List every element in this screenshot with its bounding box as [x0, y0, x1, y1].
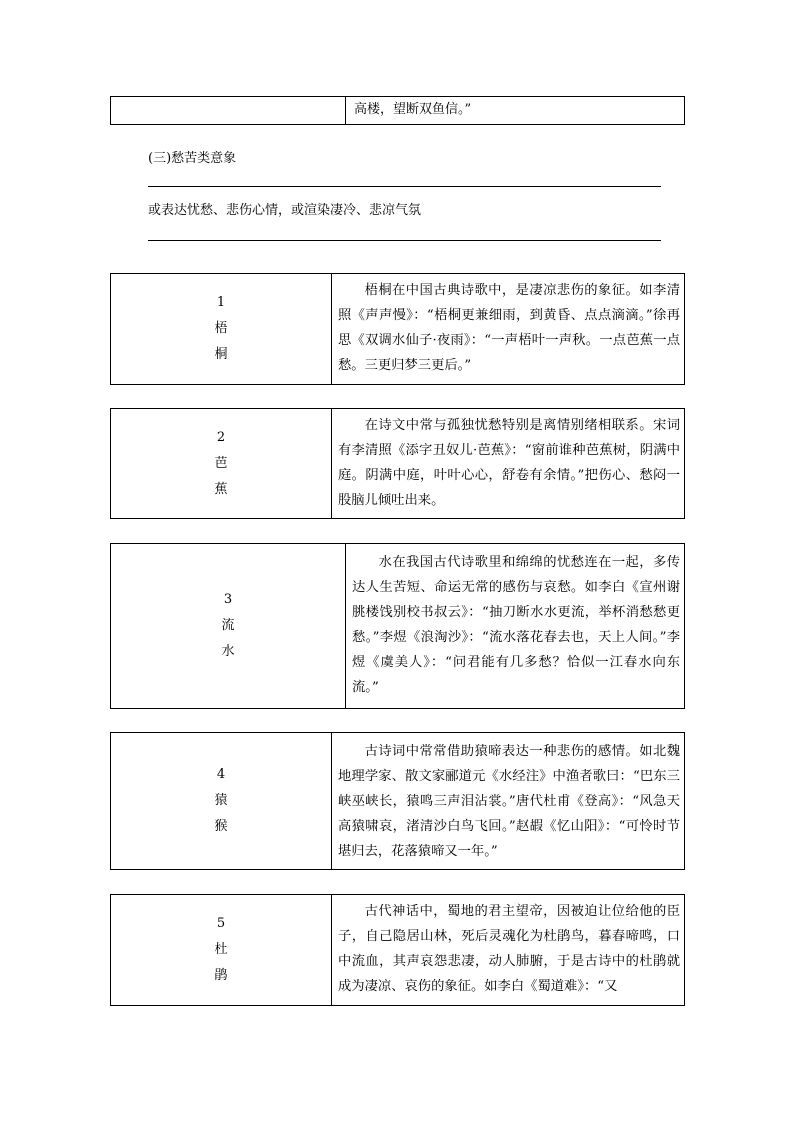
top-table-left-cell	[111, 97, 346, 124]
entry-number: 4	[216, 767, 226, 782]
entry-text: 古诗词中常常借助猿啼表达一种悲伤的感情。如北魏地理学家、散文家郦道元《水经注》中渔者歌曰：“巴东三峡巫峡长，猿鸣三声泪沾裳。”唐代杜甫《登高》：“风急天高猿啸哀，渚清沙白鸟飞回。”赵嘏《忆山阳》：“可怜时节堪归去，花落猿啼又一年。”	[338, 744, 680, 859]
entry-label-cell	[111, 544, 346, 708]
entry-table-5	[110, 894, 685, 1006]
entry-table-3	[110, 543, 685, 709]
entry-text: 梧桐在中国古典诗歌中，是凄凉悲伤的象征。如李清照《声声慢》：“梧桐更兼细雨，到黄昏、点点滴滴。”徐再思《双调水仙子·夜雨》：“一声梧叶一声秋。一点芭蕉一点愁。三更归梦三更后。”	[338, 283, 680, 373]
entry-text: 在诗文中常与孤独忧愁特别是离情别绪相联系。宋词有李清照《添字丑奴儿·芭蕉》：“窗前谁种芭蕉树，阴满中庭。阴满中庭，叶叶心心，舒卷有余情。”把伤心、愁闷一股脑儿倾吐出来。	[338, 418, 680, 508]
entry-char: 桐	[214, 347, 228, 362]
section-answer: 或表达忧愁、悲伤心情，或渲染凄冷、悲凉气氛	[148, 203, 422, 218]
entry-number: 2	[216, 429, 226, 445]
entry-char: 猴	[214, 819, 228, 834]
entry-label-cell	[111, 274, 332, 384]
entry-number: 5	[216, 916, 226, 931]
entry-char: 梧	[214, 321, 228, 336]
section-heading: (三)愁苦类意象	[148, 151, 237, 166]
entry-text: 古代神话中，蜀地的君主望帝，因被迫让位给他的臣子，自己隐居山林，死后灵魂化为杜鹃鸟，暮春啼鸣，口中流血，其声哀怨悲凄，动人肺腑，于是古诗中的杜鹃就成为凄凉、哀伤的象征。如李白《蜀道难》：“又	[338, 904, 680, 994]
entry-label-cell	[111, 733, 332, 869]
entry-number: 1	[216, 295, 226, 310]
entry-char: 鹃	[214, 968, 228, 983]
entry-label-cell	[111, 895, 332, 1005]
entry-table-2	[110, 408, 685, 519]
entry-char: 流	[221, 618, 235, 633]
entry-char: 猿	[214, 793, 228, 808]
entry-char: 杜	[214, 942, 228, 957]
entry-char: 蕉	[214, 481, 228, 497]
blank-line-top	[148, 186, 661, 187]
entry-number: 3	[223, 592, 233, 607]
entry-table-4	[110, 732, 685, 870]
top-table-right-cell: 高楼，望断双鱼信。”	[354, 102, 472, 117]
entry-char: 水	[221, 644, 235, 659]
top-table	[110, 96, 685, 125]
entry-char: 芭	[214, 455, 228, 471]
entry-label-cell	[111, 409, 332, 518]
blank-line-bottom	[148, 240, 661, 241]
entry-text: 水在我国古代诗歌里和绵绵的忧愁连在一起，多传达人生苦短、命运无常的感伤与哀愁。如李白《宣州谢朓楼饯别校书叔云》：“抽刀断水水更流，举杯消愁愁更愁。”李煜《浪淘沙》：“流水落花春去也，天上人间。”李煜《虞美人》：“问君能有几多愁？恰似一江春水向东流。”	[352, 555, 680, 695]
entry-table-1	[110, 273, 685, 385]
